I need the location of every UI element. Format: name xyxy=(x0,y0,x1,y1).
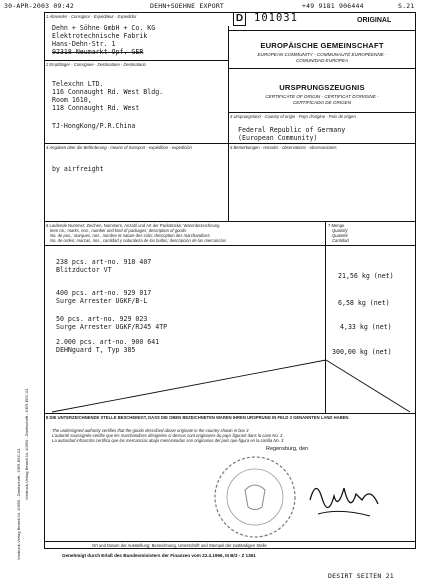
box8-label: 8 DIE UNTERZEICHNENDE STELLE BESCHEINIGT, DASS DIE OBEN BEZEICHNETEN WAREN IHREN URSPRUNG IN FELD 3 GENANNTEN LAND HABEN xyxy=(46,415,349,420)
box2-label: 2 Empfänger - Consignee - Destinataire - Destinatario xyxy=(46,62,146,67)
cancel-line-left xyxy=(52,360,326,412)
item-4-qty: 300,00 xyxy=(332,348,356,356)
box8-line-es: La autoridad infrascrita certifica que las mercancías abajo mencionadas son originarias del país que figura en la casilla No. 3 xyxy=(52,438,284,443)
box7-label-1: 7 Menge xyxy=(328,223,345,228)
divider xyxy=(44,541,416,542)
original-label: ORIGINAL xyxy=(357,17,392,24)
divider xyxy=(228,26,229,221)
certificate-title: URSPRUNGSZEUGNIS xyxy=(279,83,365,92)
box8-line-fr: L'autorité soussignée certifie que les marchandises désignées ci-dessus sont originaires du pays figurant dans la case No. 3 xyxy=(52,433,283,438)
box7-label-4: Cantidad xyxy=(332,238,349,243)
signature xyxy=(300,470,390,530)
item-3-unit: kg (net) xyxy=(359,323,392,331)
fax-date-time: 30-APR-2003 09:42 xyxy=(4,2,74,10)
item-2-line-2: Surge Arrester UGKF/B-L xyxy=(56,297,148,305)
item-3-line-2: Surge Arrester UGKF/RJ45 4TP xyxy=(56,323,168,331)
official-stamp xyxy=(210,452,300,542)
certificate-title-en: CERTIFICATE OF ORIGIN - CERTIFICAT D'ORIGINE - xyxy=(265,94,379,99)
box6-label-2: Item no.; marks, nos., number and kind of packages; description of goods xyxy=(50,228,187,233)
box3-label: 3 Ursprungsland - Country of origin - Pays d'origine - País de origen xyxy=(230,114,356,119)
eu-title-es: COMUNIDAD EUROPEA xyxy=(295,58,349,63)
form-letter: D xyxy=(233,12,246,26)
box7-label-3: Quantité xyxy=(332,233,348,238)
consignor-line-1: Dehn + Söhne GmbH + Co. KG xyxy=(52,24,156,32)
country-of-origin-line-2: (European Community) xyxy=(238,134,318,142)
fax-phone: +49 9181 906444 xyxy=(302,2,364,10)
consignee-line-3: Room 1610, xyxy=(52,96,92,104)
eu-title: EUROPÄISCHE GEMEINSCHAFT xyxy=(260,41,384,50)
signature-label: Ort und Datum der Ausstellung; Bezeichnung, Unterschrift und Stempel der zuständigen Stelle xyxy=(92,543,267,548)
side-text: Vordruck-Verlag Bestell-Nr. 10650 - Zweitschrift - GER-EEC-01 xyxy=(16,448,21,560)
consignee-line-4: 118 Connaught Rd. West xyxy=(52,104,140,112)
item-1-unit: kg (net) xyxy=(361,272,394,280)
divider xyxy=(44,221,416,222)
cancel-line-right xyxy=(326,360,410,412)
box6-label-1: 6 Laufende Nummer; Zeichen, Nummern, Anzahl und Art der Packstücke; Warenbezeichnung xyxy=(46,223,220,228)
box7-label-2: Quantity xyxy=(332,228,348,233)
eu-title-en: EUROPEAN COMMUNITY - COMMUNAUTÉ EUROPÉENNE - xyxy=(257,52,387,57)
consignor-line-2: Elektrotechnische Fabrik xyxy=(52,32,148,40)
item-3-qty: 4,33 xyxy=(340,323,356,331)
divider xyxy=(44,413,416,414)
side-text-2: Vordruck-Verlag Bestell-Nr. 10650 - Zweitschrift - GER-EEC-01 xyxy=(24,388,29,500)
consignee-line-1: Telexchn LTD. xyxy=(52,80,104,88)
place-date: Regensburg, den xyxy=(266,446,309,452)
fax-footer: DESIRT SEITEN 21 xyxy=(328,572,394,580)
certificate-title-es: CERTIFICADO DE ORIGEN xyxy=(292,100,352,105)
box6-label-4: No. de orden; marcas, nos., cantidad y naturaleza de los bultos; descripción de las mercancías xyxy=(50,238,226,243)
form-number: 101031 xyxy=(254,12,298,24)
item-2-qty: 6,58 xyxy=(338,299,354,307)
item-4-line-2: DEHNguard T, Typ 385 xyxy=(56,346,136,354)
divider xyxy=(228,30,416,31)
item-1-line-1: 238 pcs. art-no. 918 407 xyxy=(56,258,152,266)
consignor-line-3: Hans-Dehn-Str. 1 xyxy=(52,40,116,48)
cancel-lines xyxy=(44,358,416,414)
item-2-unit: kg (net) xyxy=(357,299,390,307)
item-4-unit: kg (net) xyxy=(359,348,392,356)
item-1-qty: 21,56 xyxy=(338,272,358,280)
consignor-line-4: 92318 Neumarkt Opf. GER xyxy=(52,48,144,56)
divider xyxy=(228,112,416,113)
box4-label: 4 Angaben über die Beförderung - means of transport - expédition - expedición xyxy=(46,145,192,150)
item-3-line-1: 50 pcs. art-no. 929 023 xyxy=(56,315,148,323)
box6-label-3: No. de pos.; marques, nos., nombre et nature des colis; description des marchandises xyxy=(50,233,210,238)
fax-page: S.21 xyxy=(398,2,415,10)
divider xyxy=(44,245,416,246)
law-note: Genehmigt durch Erlaß des Bundesministers der Finanzen vom 22.4.1966, III B/3 - Z 1361 xyxy=(62,553,256,558)
divider xyxy=(44,143,416,144)
fax-sender: DEHN+SOEHNE EXPORT xyxy=(150,2,225,10)
consignee-line-2: 116 Connaught Rd. West Bldg. xyxy=(52,88,164,96)
consignee-line-6: TJ-HongKong/P.R.China xyxy=(52,122,136,130)
divider xyxy=(44,60,228,61)
item-4-line-1: 2.000 pcs. art-no. 900 641 xyxy=(56,338,160,346)
item-2-line-1: 400 pcs. art-no. 929 017 xyxy=(56,289,152,297)
divider xyxy=(228,68,416,69)
transport-value: by airfreight xyxy=(52,165,104,173)
box5-label: 5 Bemerkungen - remarks - observations - observaciones xyxy=(230,145,337,150)
item-1-line-2: Blitzductor VT xyxy=(56,266,112,274)
country-of-origin-line-1: Federal Republic of Germany xyxy=(238,126,346,134)
box1-label: 1 Absender - Consignor - Expéditeur - Expedidor xyxy=(46,14,137,19)
box8-line-en: The undersigned authority certifies that the goods described above originate in the country shown in box 3 xyxy=(52,428,249,433)
